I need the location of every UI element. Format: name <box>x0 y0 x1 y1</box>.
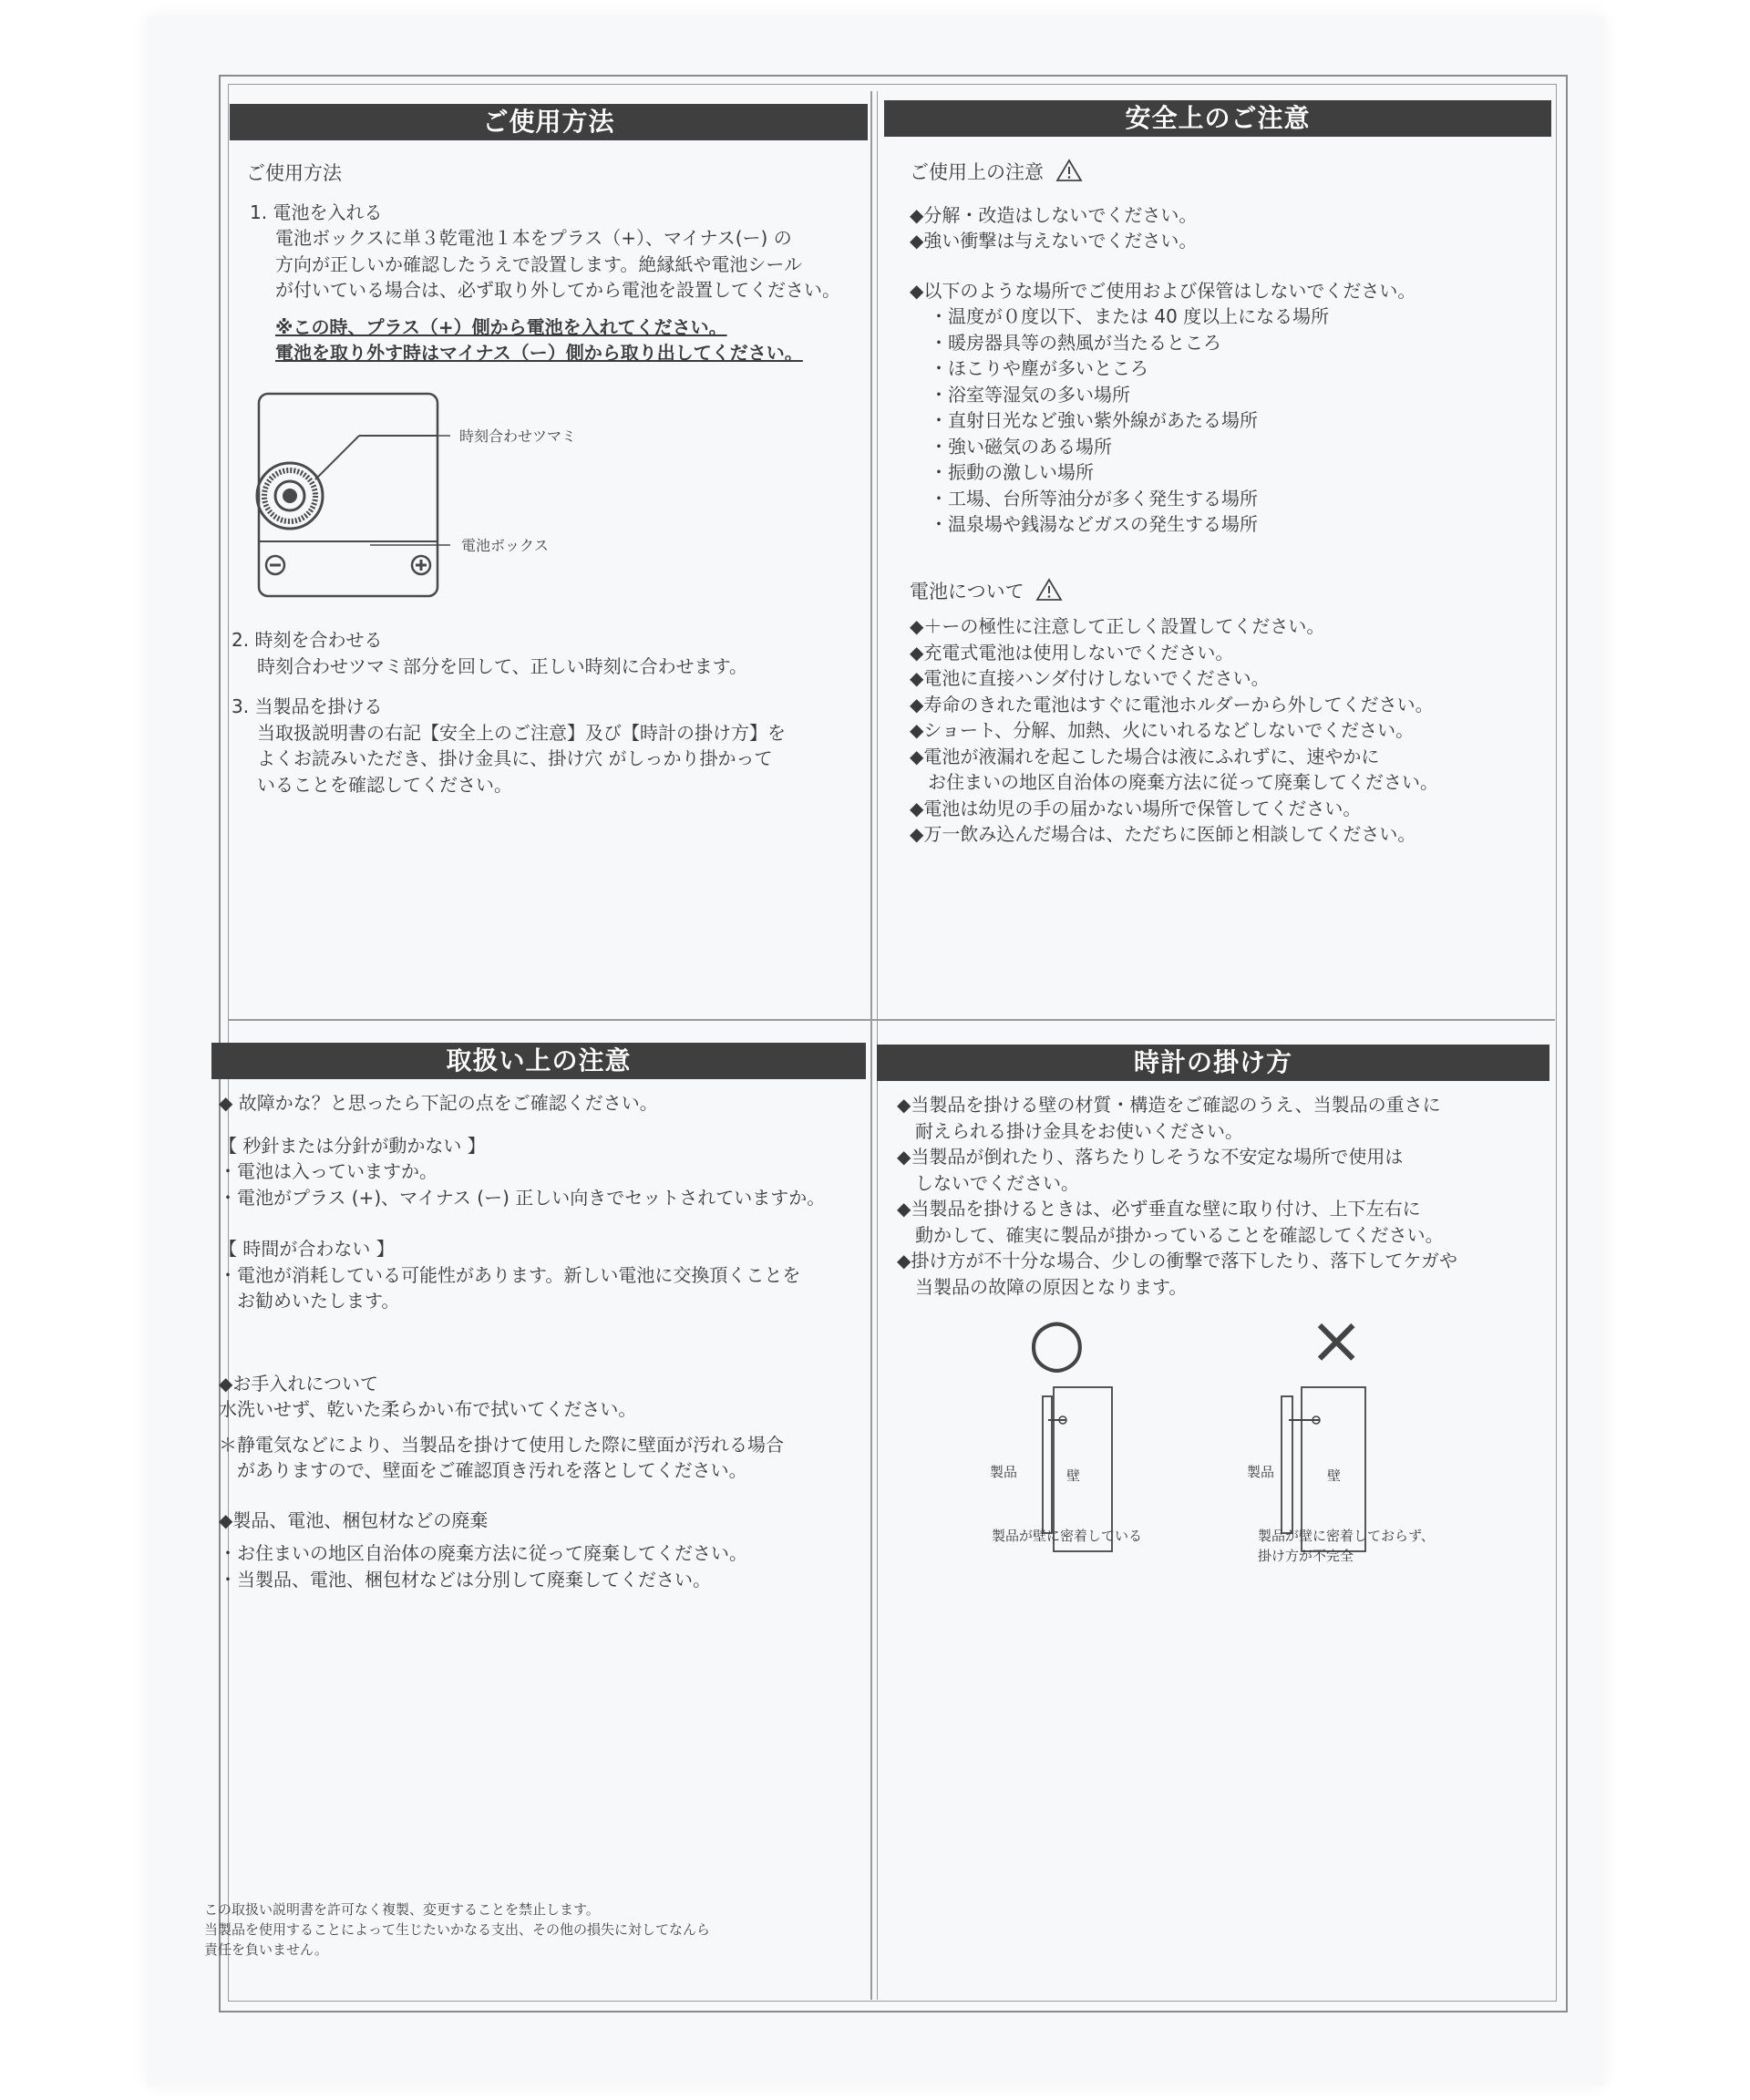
care-line: 水洗いせず、乾いた柔らかい布で拭いてください。 <box>219 1398 637 1420</box>
q1-line: ・電池は入っていますか。 <box>219 1160 438 1182</box>
place-item: ・温泉場や銭湯などガスの発生する場所 <box>930 513 1258 535</box>
usage-panel <box>230 104 868 366</box>
battery-line: ◆電池は幼児の手の届かない場所で保管してください。 <box>910 797 1362 819</box>
hanging-panel <box>877 1045 1549 1300</box>
bad-wall-label: 壁 <box>1327 1467 1342 1484</box>
disposal-line: ・当製品、電池、梱包材などは分別して廃棄してください。 <box>219 1568 711 1590</box>
place-item: ・振動の激しい場所 <box>930 461 1094 483</box>
step1-line: が付いている場合は、必ず取り外してから電池を設置してください。 <box>275 279 840 301</box>
minus-icon <box>266 556 284 574</box>
warning-icon <box>1055 159 1083 182</box>
footer-line: 責任を負いません。 <box>204 1941 328 1958</box>
battery-line: ◆寿命のきれた電池はすぐに電池ホルダーから外してください。 <box>910 693 1434 715</box>
usage-subtitle: ご使用方法 <box>246 162 342 184</box>
plus-icon <box>412 556 430 574</box>
battery-line: ◆＋ーの極性に注意して正しく設置してください。 <box>910 615 1325 637</box>
bad-symbol: × <box>1309 1302 1364 1378</box>
step1-line: 方向が正しいか確認したうえで設置します。絶縁紙や電池シール <box>275 252 802 275</box>
hanging-line: ◆当製品を掛けるときは、必ず垂直な壁に取り付け、上下左右に <box>897 1198 1421 1220</box>
place-item: ・浴室等湿気の多い場所 <box>930 383 1130 406</box>
hanging-line: ◆当製品が倒れたり、落ちたりしそうな不安定な場所で使用は <box>897 1146 1404 1168</box>
hanging-line: ◆掛け方が不十分な場合、少しの衝撃で落下したり、落下してケガや <box>897 1250 1457 1271</box>
q2-heading: 【 時間が合わない 】 <box>219 1238 395 1260</box>
usage-caution-heading: ご使用上の注意 <box>910 161 1044 183</box>
battery-line: ◆電池が液漏れを起こした場合は液にふれずに、速やかに <box>910 745 1380 767</box>
hanging-title: 時計の掛け方 <box>877 1045 1549 1081</box>
hanging-line: 耐えられる掛け金具をお使いください。 <box>897 1119 1243 1142</box>
usage-title: ご使用方法 <box>230 104 868 140</box>
bad-caption: 掛け方が不完全 <box>1258 1548 1354 1564</box>
q2-line: お勧めいたします。 <box>219 1290 400 1312</box>
knob-icon <box>257 463 323 529</box>
handling-panel <box>211 1043 866 1592</box>
place-item: ・暖房器具等の熱風が当たるところ <box>930 331 1221 354</box>
place-item: ・直射日光など強い紫外線があたる場所 <box>930 409 1258 431</box>
place-heading: ◆以下のような場所でご使用および保管はしないでください。 <box>910 279 1416 302</box>
middle-divider <box>228 1019 1555 1021</box>
handling-intro: ◆ 故障かな？と思ったら下記の点をご確認ください。 <box>219 1092 658 1114</box>
step3-line: よくお読みいただき、掛け金具に、掛け穴 がしっかり掛かって <box>257 747 773 769</box>
step3-line: 当取扱説明書の右記【安全上のご注意】及び【時計の掛け方】を <box>257 721 786 744</box>
bad-product-label: 製品 <box>1247 1464 1275 1480</box>
battery-line: ◆ショート、分解、加熱、火にいれるなどしないでください。 <box>910 719 1415 741</box>
good-mounting-example <box>975 1303 1194 1566</box>
battery-note: 電池を取り外す時はマイナス（ー）側から取り出してください。 <box>275 342 803 364</box>
safety-title: 安全上のご注意 <box>884 100 1551 137</box>
care-note: ＊静電気などにより、当製品を掛けて使用した際に壁面が汚れる場合 <box>219 1433 784 1456</box>
place-item: ・工場、台所等油分が多く発生する場所 <box>930 487 1258 510</box>
step3-title: 3. 当製品を掛ける <box>232 695 383 717</box>
battery-heading: 電池について <box>910 580 1024 602</box>
good-caption: 製品が壁に密着している <box>992 1528 1143 1544</box>
care-heading: ◆お手入れについて <box>219 1372 378 1395</box>
place-item: ・温度が０度以下、または 40 度以上になる場所 <box>930 305 1330 327</box>
care-note: がありますので、壁面をご確認頂き汚れを落としてください。 <box>219 1459 747 1481</box>
q1-line: ・電池がプラス (+)、マイナス (ー) 正しい向きでセットされていますか。 <box>219 1186 826 1209</box>
warning-icon <box>1035 578 1063 602</box>
knob-label: 時刻合わせツマミ <box>459 427 577 445</box>
copyright-footer <box>204 1899 710 1960</box>
caution-line: ◆分解・改造はしないでください。 <box>910 203 1198 226</box>
battery-line: ◆充電式電池は使用しないでください。 <box>910 641 1234 664</box>
clock-movement-diagram <box>252 388 634 607</box>
bad-caption: 製品が壁に密着しておらず、 <box>1258 1528 1435 1544</box>
q1-heading: 【 秒針または分針が動かない 】 <box>219 1134 486 1157</box>
center-divider <box>870 91 872 2000</box>
good-wall-label: 壁 <box>1066 1467 1081 1484</box>
bad-mounting-example <box>1232 1302 1469 1575</box>
good-product-label: 製品 <box>990 1464 1018 1480</box>
hanging-line: 当製品の故障の原因となります。 <box>897 1275 1188 1298</box>
battery-line: ◆万一飲み込んだ場合は、ただちに医師と相談してください。 <box>910 823 1416 845</box>
good-symbol: ○ <box>1028 1303 1086 1380</box>
battery-note: ※この時、プラス（+）側から電池を入れてください。 <box>275 315 727 338</box>
step1-line: 電池ボックスに単３乾電池１本をプラス（+）、マイナス(ー) の <box>275 227 792 249</box>
q2-line: ・電池が消耗している可能性があります。新しい電池に交換頂くことを <box>219 1263 801 1286</box>
battery-box-label: 電池ボックス <box>461 537 549 554</box>
step2-title: 2. 時刻を合わせる <box>232 629 383 651</box>
safety-panel <box>884 100 1551 848</box>
step2-line: 時刻合わせツマミ部分を回して、正しい時刻に合わせます。 <box>257 654 747 677</box>
step3-line: いることを確認してください。 <box>257 773 512 796</box>
footer-line: 当製品を使用することによって生じたいかなる支出、その他の損失に対してなんら <box>204 1921 711 1938</box>
place-item: ・強い磁気のある場所 <box>930 435 1112 458</box>
battery-line: お住まいの地区自治体の廃棄方法に従って廃棄してください。 <box>910 771 1438 793</box>
hanging-line: しないでください。 <box>897 1171 1079 1194</box>
disposal-line: ・お住まいの地区自治体の廃棄方法に従って廃棄してください。 <box>219 1542 747 1564</box>
disposal-heading: ◆製品、電池、梱包材などの廃棄 <box>219 1508 489 1531</box>
battery-line: ◆電池に直接ハンダ付けしないでください。 <box>910 667 1270 689</box>
usage-steps-2-3 <box>230 627 786 798</box>
caution-line: ◆強い衝撃は与えないでください。 <box>910 230 1198 252</box>
footer-line: この取扱い説明書を許可なく複製、変更することを禁止します。 <box>204 1901 600 1918</box>
hanging-line: ◆当製品を掛ける壁の材質・構造をご確認のうえ、当製品の重さに <box>897 1094 1441 1116</box>
place-item: ・ほこりや塵が多いところ <box>930 357 1148 379</box>
hanging-line: 動かして、確実に製品が掛かっていることを確認してください。 <box>897 1223 1444 1246</box>
step1-title: 1. 電池を入れる <box>250 201 383 223</box>
handling-title: 取扱い上の注意 <box>211 1043 866 1079</box>
